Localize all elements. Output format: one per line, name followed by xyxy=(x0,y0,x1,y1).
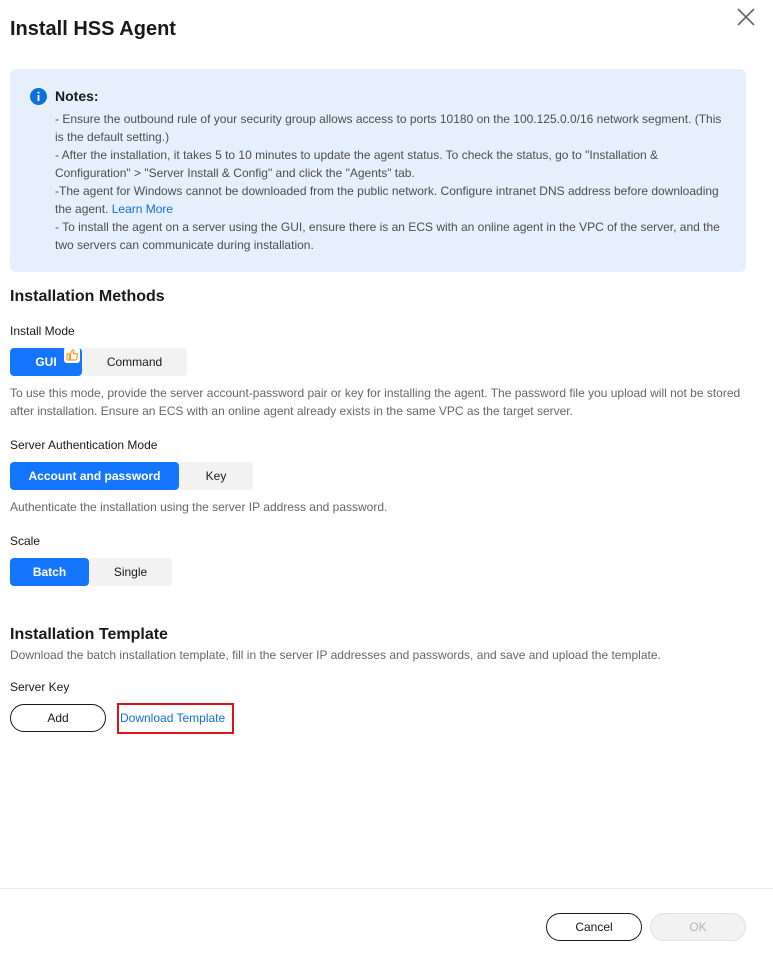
ok-button[interactable]: OK xyxy=(650,913,746,941)
cancel-button[interactable]: Cancel xyxy=(546,913,642,941)
server-key-label: Server Key xyxy=(10,680,70,694)
close-icon[interactable] xyxy=(735,6,757,28)
add-button[interactable]: Add xyxy=(10,704,106,732)
installation-methods-title: Installation Methods xyxy=(10,288,165,305)
install-mode-help: To use this mode, provide the server account-password pair or key for installing the agent. The password file you upload will not be stored after installation. Ensure an ECS with an online agent already exists in the same VPC as the target server. xyxy=(10,386,741,418)
notes-title: Notes: xyxy=(55,88,99,104)
notes-body xyxy=(55,110,731,254)
scale-label: Scale xyxy=(10,534,41,548)
auth-key-button[interactable]: Key xyxy=(179,462,253,490)
notes-line: -The agent for Windows cannot be downloaded from the public network. Configure intranet DNS address before downloading the agent. Learn More xyxy=(55,184,719,216)
auth-mode-help: Authenticate the installation using the server IP address and password. xyxy=(10,500,388,514)
install-mode-command-button[interactable]: Command xyxy=(82,348,187,376)
notes-line: - To install the agent on a server using the GUI, ensure there is an ECS with an online agent in the VPC of the server, and the two servers can communicate during installation. xyxy=(55,220,720,252)
scale-single-button[interactable]: Single xyxy=(89,558,172,586)
auth-mode-selector xyxy=(10,462,253,490)
scale-selector xyxy=(10,558,172,586)
learn-more-link[interactable]: Learn More xyxy=(111,202,174,216)
dialog-title: Install HSS Agent xyxy=(10,18,176,40)
info-icon xyxy=(30,88,47,105)
install-mode-gui-button[interactable]: GUI xyxy=(10,348,82,376)
footer-divider xyxy=(0,888,773,889)
installation-template-help: Download the batch installation template, fill in the server IP addresses and passwords, and save and upload the template. xyxy=(10,648,661,662)
install-mode-selector xyxy=(10,348,187,376)
download-template-link[interactable]: Download Template xyxy=(120,711,226,725)
notes-line: - Ensure the outbound rule of your security group allows access to ports 10180 on the 100.125.0.0/16 network segment. (This is the default setting.) xyxy=(55,112,722,144)
notes-line: - After the installation, it takes 5 to 10 minutes to update the agent status. To check the status, go to "Installation & Configuration" > "Server Install & Config" and click the "Agents" tab. xyxy=(55,148,659,180)
notes-panel xyxy=(10,69,746,272)
scale-batch-button[interactable]: Batch xyxy=(10,558,89,586)
installation-template-title: Installation Template xyxy=(10,626,168,643)
auth-mode-label: Server Authentication Mode xyxy=(10,438,158,452)
install-mode-label: Install Mode xyxy=(10,324,75,338)
thumbs-up-icon xyxy=(64,347,80,363)
auth-account-password-button[interactable]: Account and password xyxy=(10,462,179,490)
